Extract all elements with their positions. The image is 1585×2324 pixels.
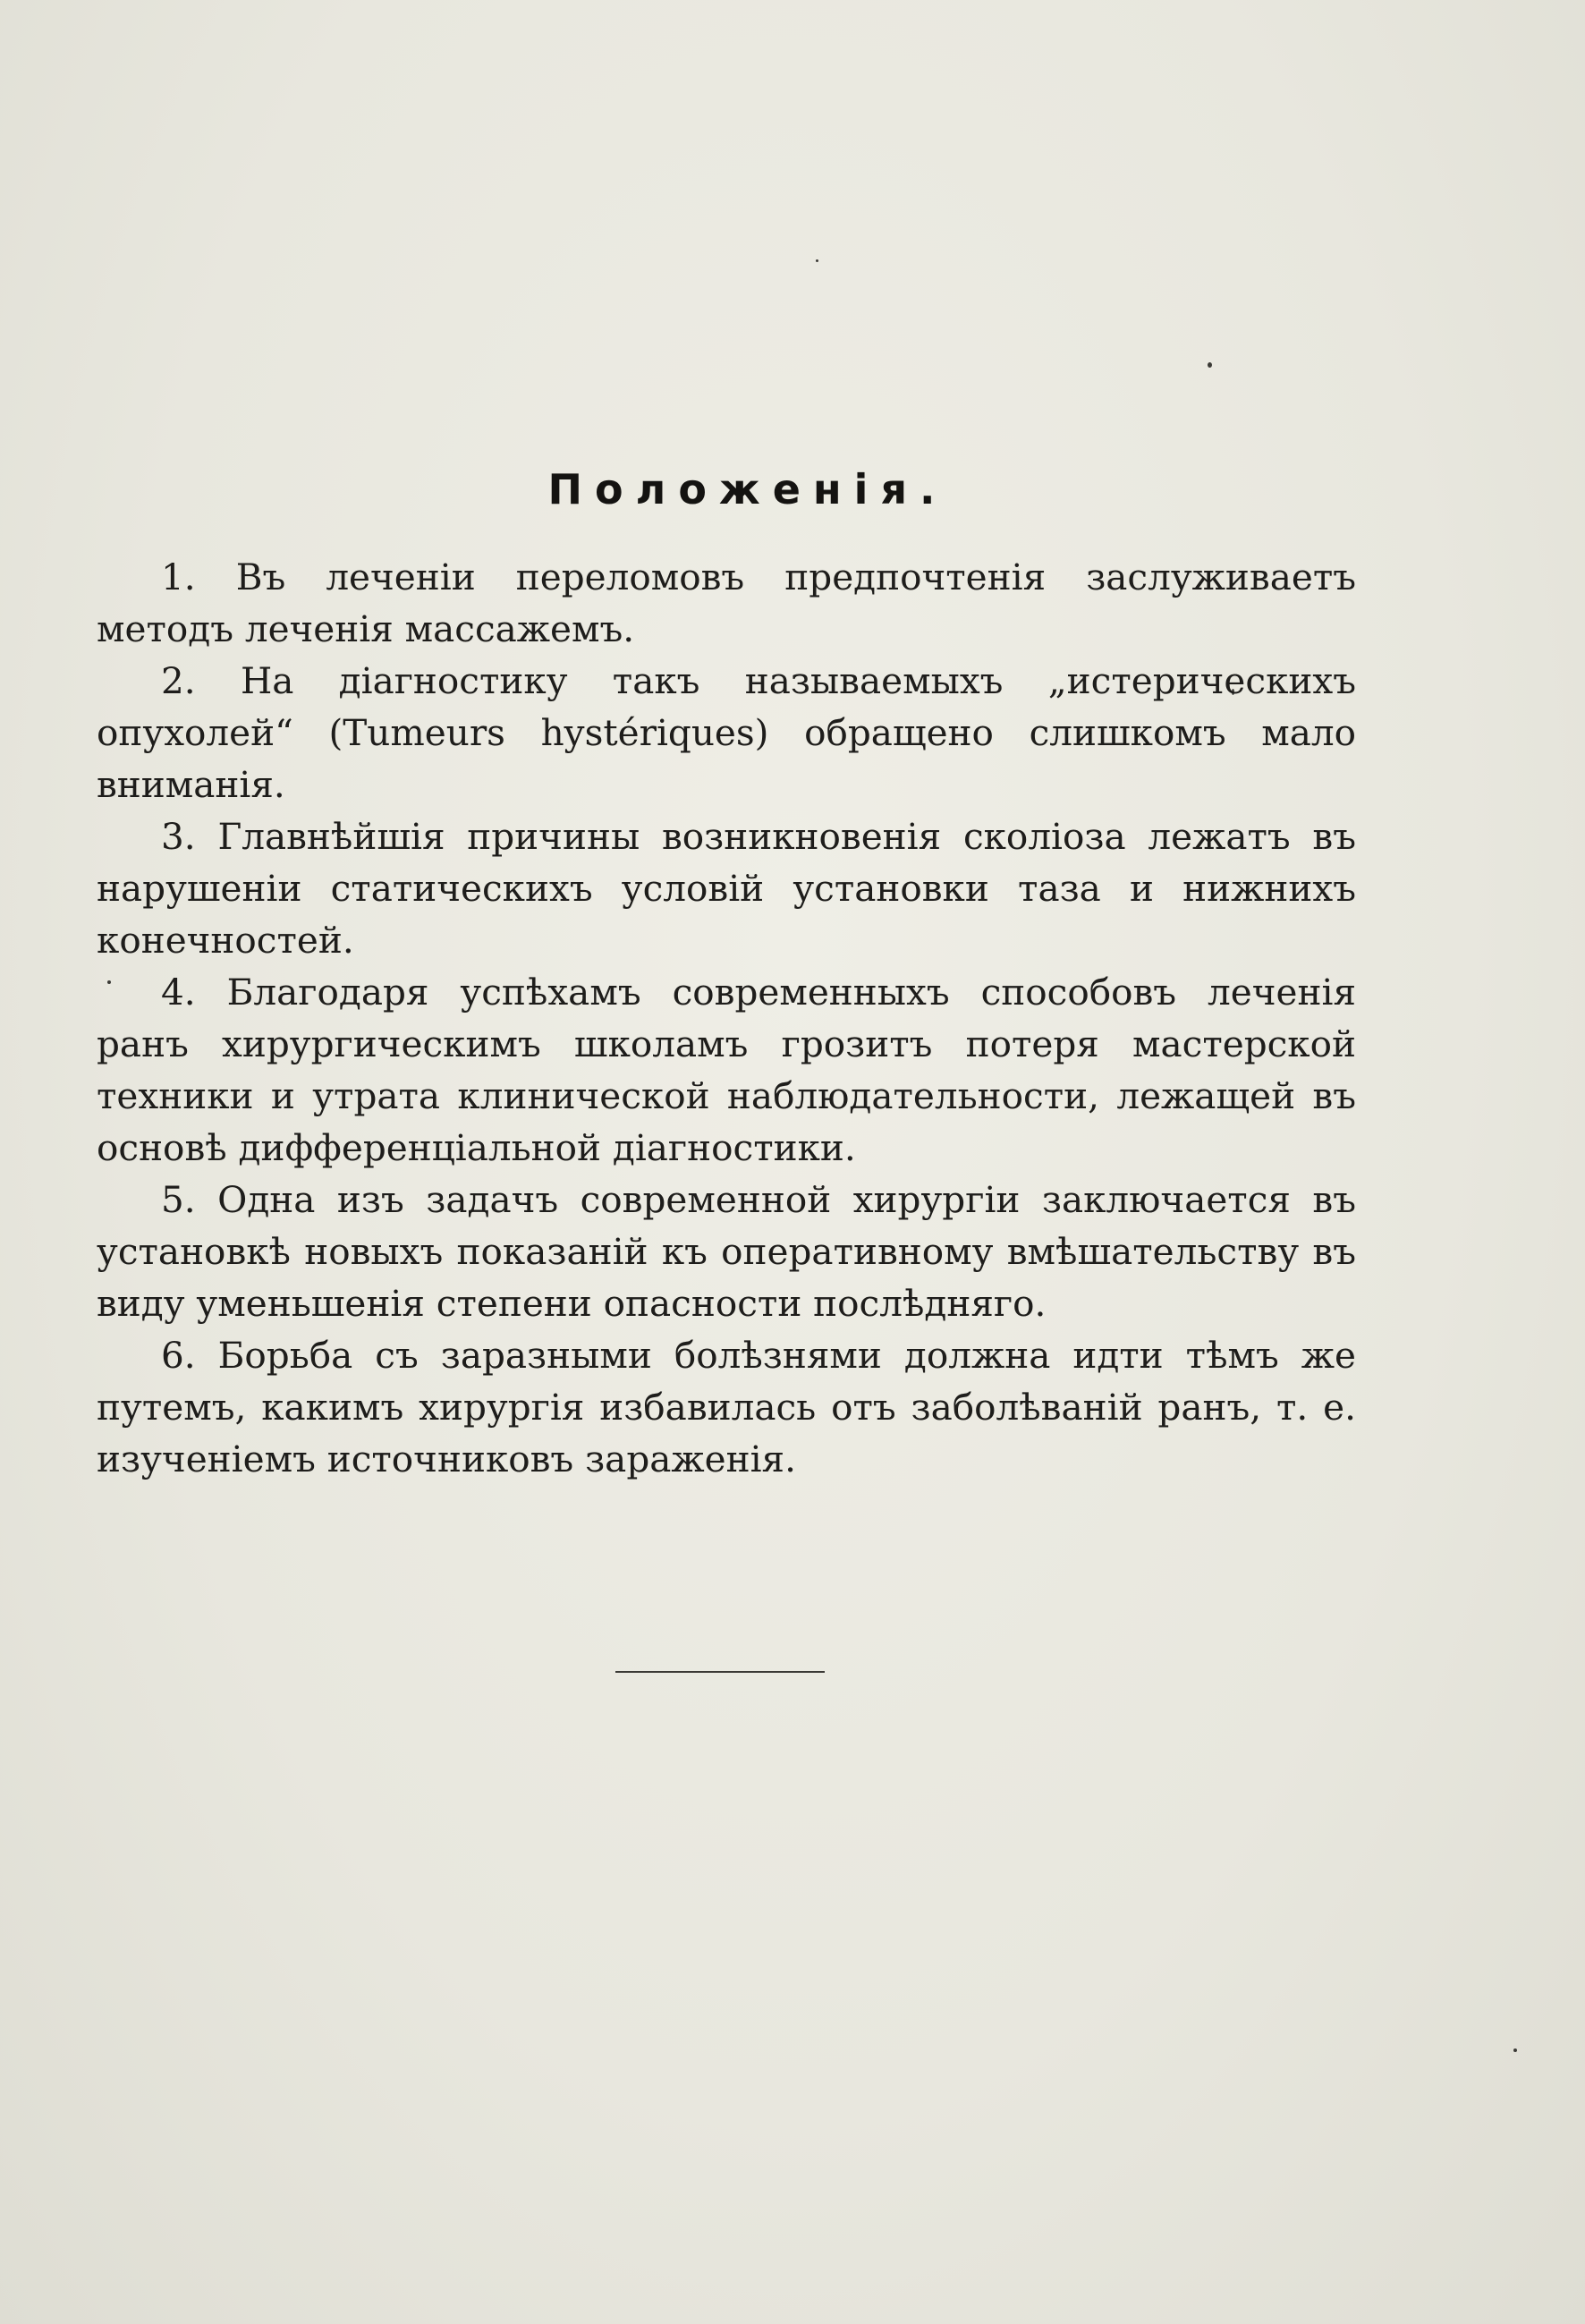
thesis-text: На діагностику такъ называемыхъ „истерическихъ опухолей“ (Tumeurs hystériques) обращено слишкомъ мало вниманія. [97, 659, 1356, 806]
page-speck [816, 259, 818, 262]
theses-list [97, 551, 1356, 1485]
thesis-number: 5. [161, 1178, 196, 1221]
thesis-item-1 [97, 551, 1356, 655]
thesis-number: 2. [161, 659, 196, 702]
thesis-item-4 [97, 966, 1356, 1174]
thesis-text: Благодаря успѣхамъ современныхъ способовъ леченія ранъ хирургическимъ школамъ грозитъ потеря мастерской техники и утрата клинической наблюдательности, лежащей въ основѣ дифференціальной діагностики. [97, 971, 1356, 1169]
thesis-item-5 [97, 1174, 1356, 1329]
thesis-item-2 [97, 655, 1356, 810]
thesis-text: Борьба съ заразными болѣзнями должна идти тѣмъ же путемъ, какимъ хирургія избавилась отъ заболѣваній ранъ, т. е. изученіемъ источниковъ зараженія. [97, 1334, 1356, 1480]
closing-rule [615, 1671, 825, 1673]
thesis-text: Въ леченіи переломовъ предпочтенія заслуживаетъ методъ леченія массажемъ. [97, 556, 1357, 650]
thesis-number: 3. [161, 815, 196, 858]
thesis-number: 1. [161, 556, 196, 598]
thesis-text: Главнѣйшія причины возникновенія сколіоза лежатъ въ нарушеніи статическихъ условій установки таза и нижнихъ конечностей. [97, 815, 1357, 962]
thesis-number: 6. [161, 1334, 196, 1377]
page-title: Положенія. [547, 465, 948, 513]
thesis-item-6 [97, 1329, 1356, 1485]
theses-section [97, 465, 1356, 1485]
thesis-item-3 [97, 810, 1356, 966]
thesis-number: 4. [161, 971, 196, 1014]
page-speck [1513, 2048, 1517, 2052]
thesis-text: Одна изъ задачъ современной хирургіи заключается въ установкѣ новыхъ показаній къ оперативному вмѣшательству въ виду уменьшенія степени опасности послѣдняго. [97, 1178, 1357, 1325]
page-speck [1208, 362, 1212, 368]
